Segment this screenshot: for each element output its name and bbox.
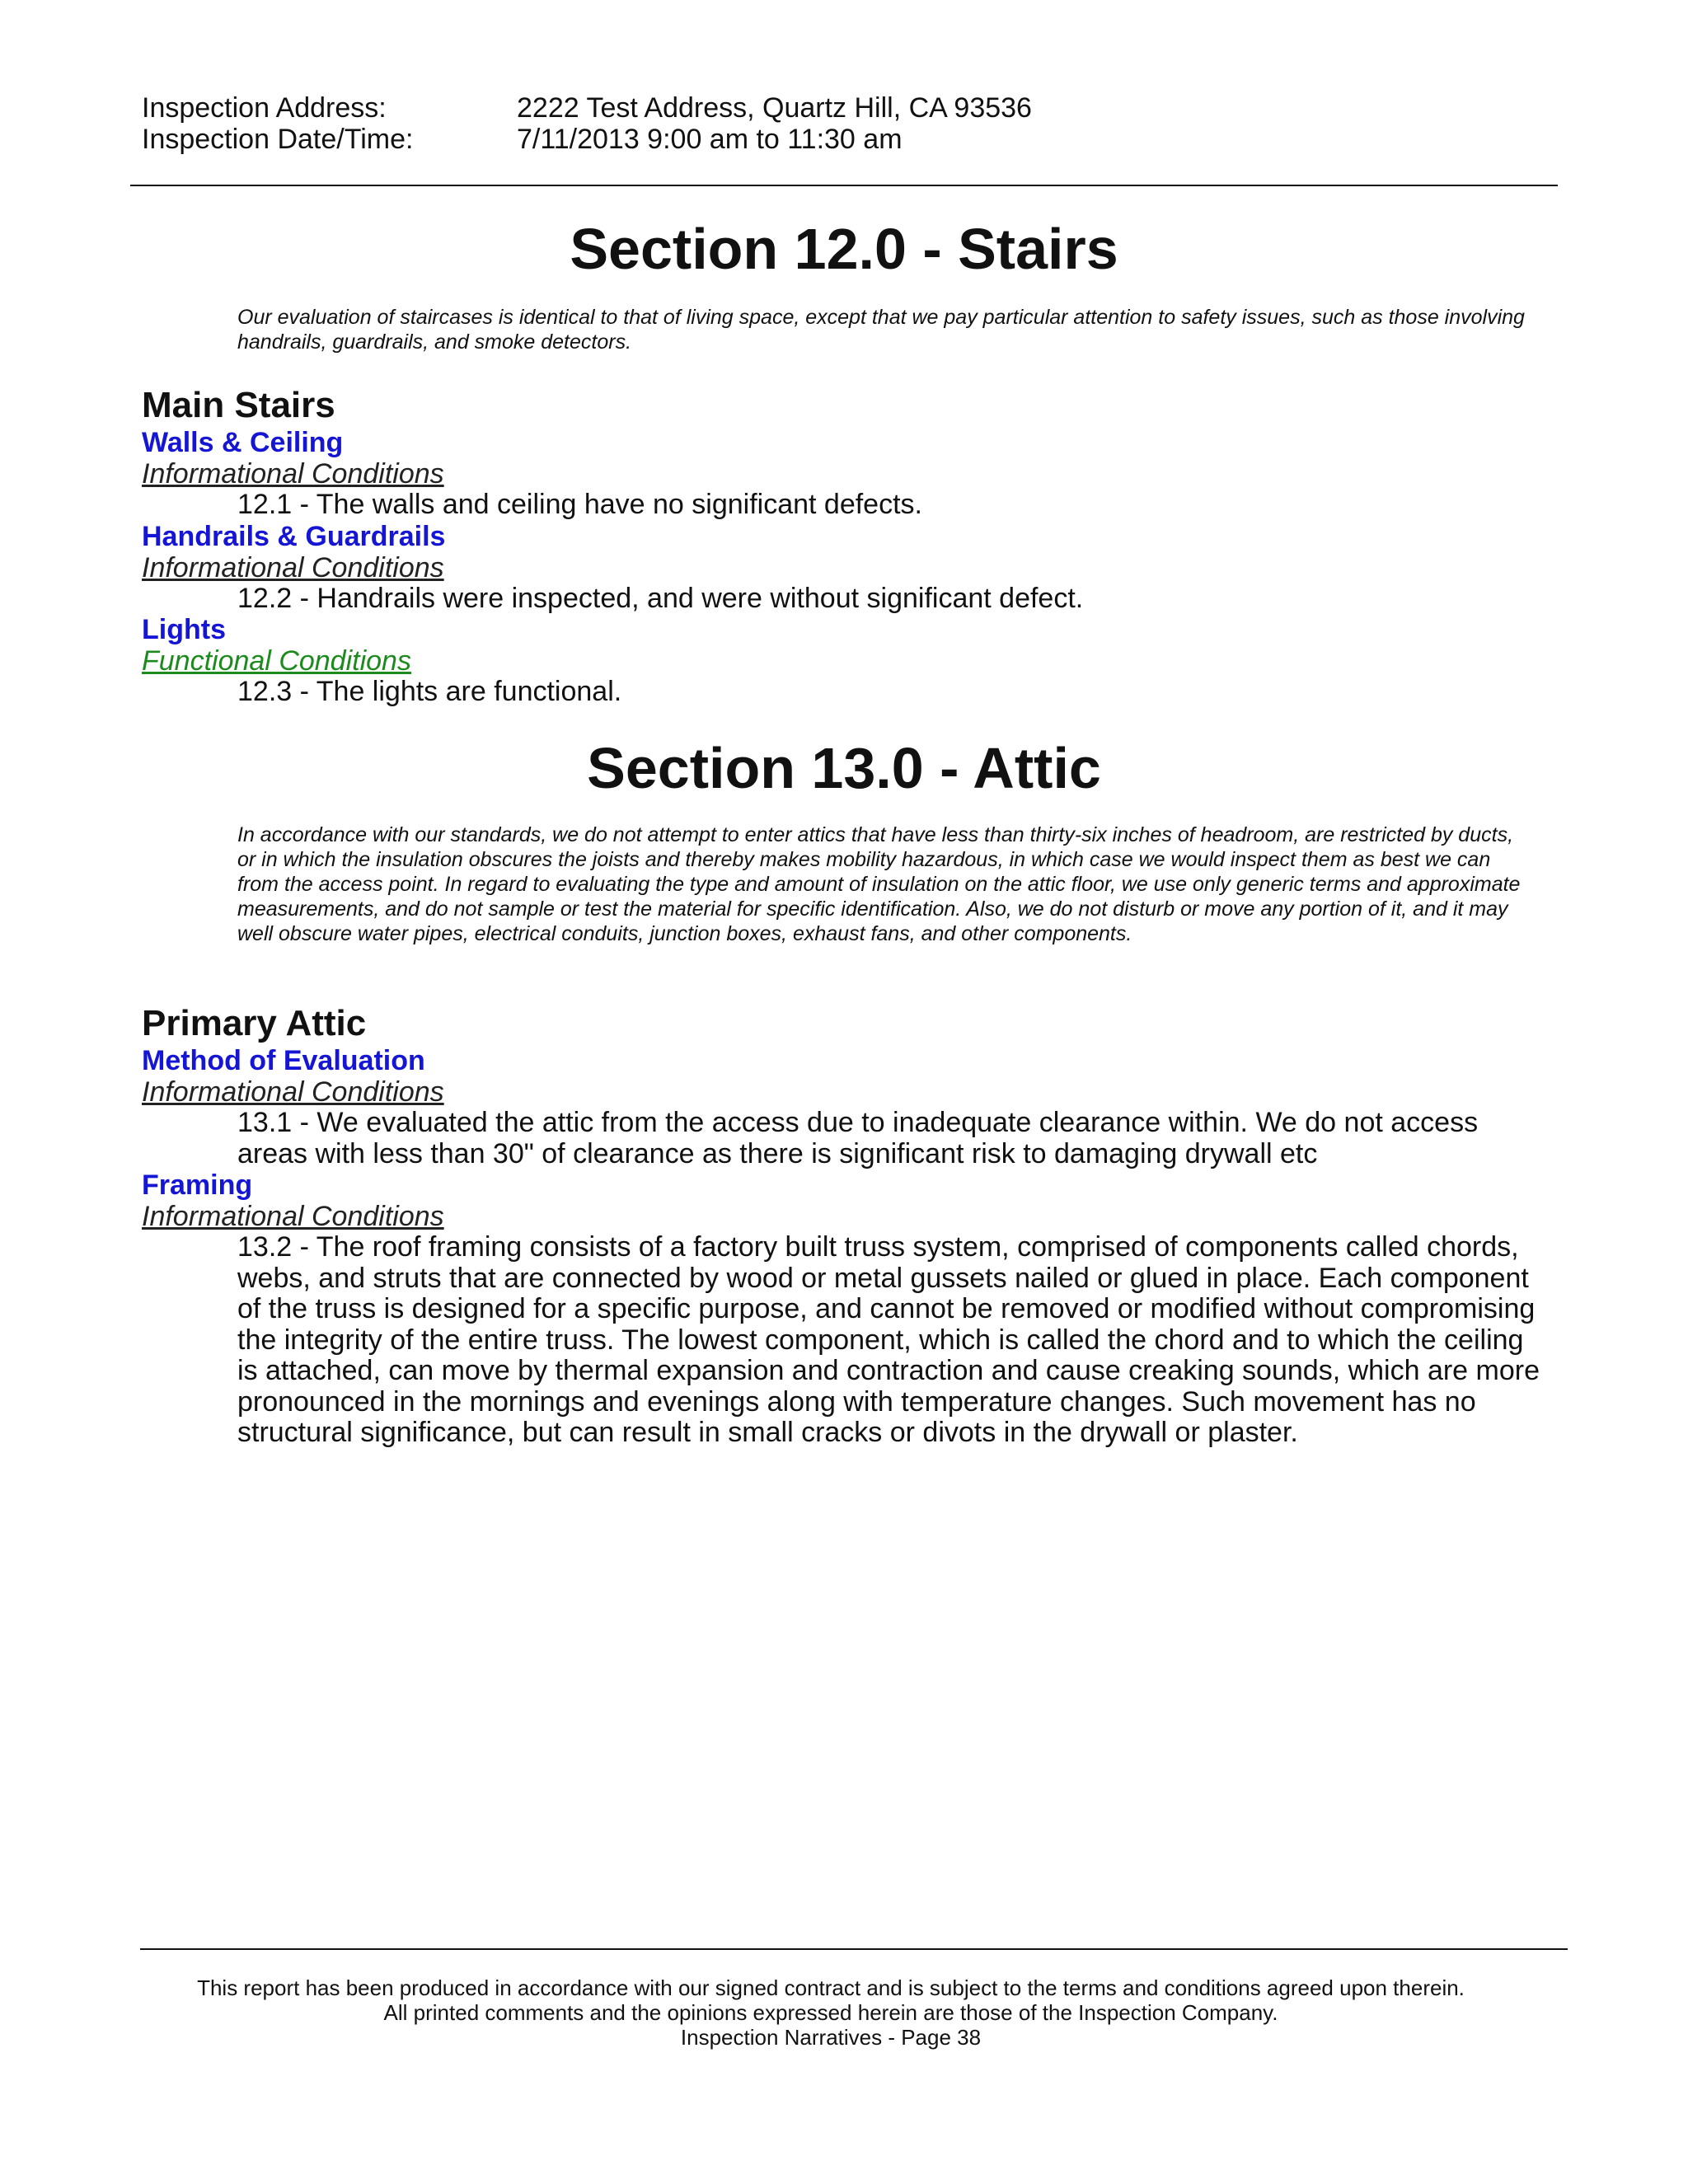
primary-attic-block xyxy=(142,1002,1543,1449)
item-title-method-of-evaluation: Method of Evaluation xyxy=(142,1045,425,1076)
item-walls-ceiling xyxy=(142,427,1543,521)
item-title-lights: Lights xyxy=(142,614,226,645)
address-value: 2222 Test Address, Quartz Hill, CA 93536 xyxy=(517,92,1032,124)
header-divider xyxy=(130,185,1558,186)
primary-attic-heading: Primary Attic xyxy=(142,1003,367,1043)
datetime-row xyxy=(142,124,1032,155)
section-12-title: Section 12.0 - Stairs xyxy=(570,217,1118,281)
item-framing xyxy=(142,1169,1543,1449)
page-number: Inspection Narratives - Page 38 xyxy=(680,2025,982,2050)
address-row xyxy=(142,92,1032,124)
main-stairs-heading: Main Stairs xyxy=(142,385,335,425)
main-stairs-block xyxy=(142,384,1543,708)
section-13-intro: In accordance with our standards, we do not attempt to enter attics that have less than thirty-six inches of headroom, are restricted by ducts, or in which the insulation obscures the joists and thereby makes mobility hazardous, in which case we would inspect them as best we can from the access point. In regard to evaluating the type and amount of insulation on the attic floor, we use only generic terms and approximate measurements, and do not sample or test the material for specific identification. Also, we do not disturb or move any portion of it, and it may well obscure water pipes, electrical conduits, junction boxes, exhaust fans, and other components. xyxy=(237,823,1521,945)
note-12-2: 12.2 - Handrails were inspected, and were without significant defect. xyxy=(237,582,1084,614)
note-12-3: 12.3 - The lights are functional. xyxy=(237,676,622,707)
footer-line-2: All printed comments and the opinions expressed herein are those of the Inspection Company. xyxy=(383,2000,1278,2025)
datetime-value: 7/11/2013 9:00 am to 11:30 am xyxy=(517,124,903,155)
address-label: Inspection Address: xyxy=(142,92,387,124)
note-13-1: 13.1 - We evaluated the attic from the access due to inadequate clearance within. We do not access areas with less than 30" of clearance as there is significant risk to damaging drywall etc xyxy=(237,1107,1479,1169)
footer-divider xyxy=(140,1948,1568,1950)
section-12-intro: Our evaluation of staircases is identical to that of living space, except that we pay particular attention to safety issues, such as those involving handrails, guardrails, and smoke detectors. xyxy=(237,306,1525,354)
datetime-label: Inspection Date/Time: xyxy=(142,124,414,155)
section-13-title: Section 13.0 - Attic xyxy=(587,736,1101,800)
functional-conditions-label: Functional Conditions xyxy=(142,645,411,677)
informational-conditions-label: Informational Conditions xyxy=(142,1076,444,1108)
informational-conditions-label: Informational Conditions xyxy=(142,1201,444,1232)
item-title-walls-ceiling: Walls & Ceiling xyxy=(142,427,344,458)
informational-conditions-label: Informational Conditions xyxy=(142,551,444,583)
note-13-2: 13.2 - The roof framing consists of a factory built truss system, comprised of components called chords, webs, and struts that are connected by wood or metal gussets nailed or glued in place. Each component of the truss is designed for a specific purpose, and cannot be removed or modified without compromising the integrity of the entire truss. The lowest component, which is called the chord and to which the ceiling is attached, can move by thermal expansion and contraction and cause creaking sounds, which are more pronounced in the mornings and evenings along with temperature changes. Such movement has no structural significance, but can result in small cracks or divots in the drywall or plaster. xyxy=(237,1231,1540,1448)
note-12-1: 12.1 - The walls and ceiling have no significant defects. xyxy=(237,489,922,520)
item-method-of-evaluation xyxy=(142,1045,1543,1169)
informational-conditions-label: Informational Conditions xyxy=(142,458,444,490)
item-handrails-guardrails xyxy=(142,521,1543,615)
footer-line-1: This report has been produced in accordance with our signed contract and is subject to the terms and conditions agreed upon therein. xyxy=(197,1975,1465,2000)
item-lights xyxy=(142,614,1543,708)
item-title-framing: Framing xyxy=(142,1169,253,1201)
inspection-header xyxy=(142,92,1032,155)
item-title-handrails-guardrails: Handrails & Guardrails xyxy=(142,520,446,552)
report-footer xyxy=(0,1975,1662,2050)
